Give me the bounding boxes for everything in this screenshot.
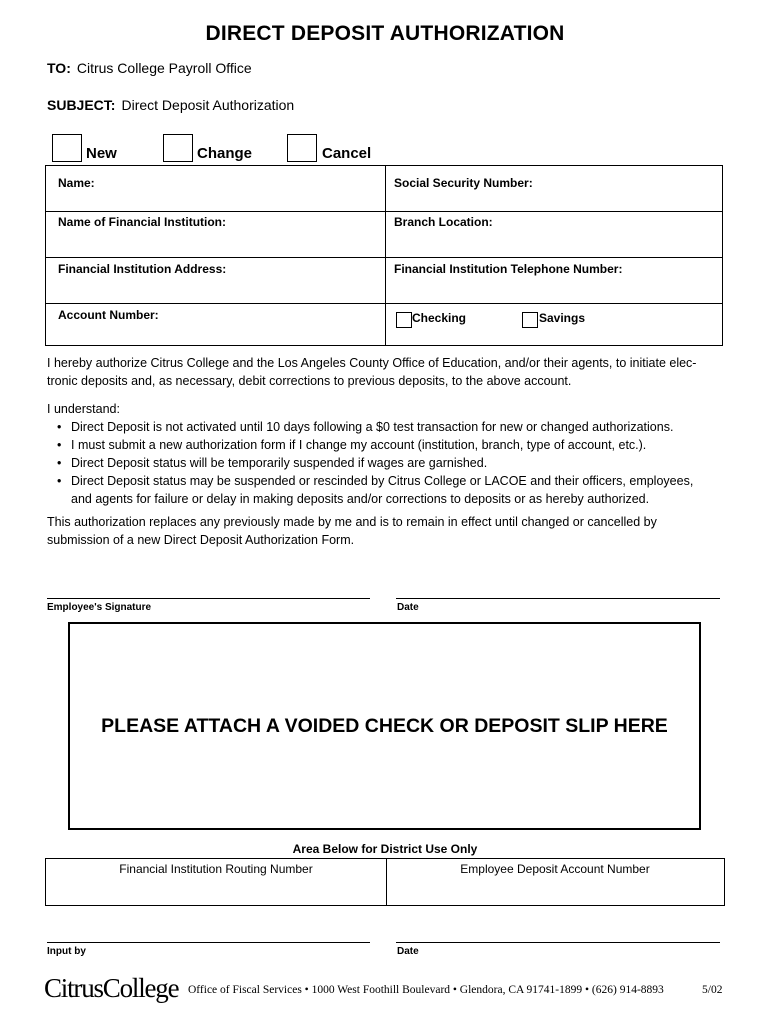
- branch-field-label: Branch Location:: [394, 215, 493, 229]
- understand-item: • I must submit a new authorization form if I change my account (institution, branch, type of account, etc.).: [57, 436, 737, 454]
- institution-phone-field-label: Financial Institution Telephone Number:: [394, 262, 623, 276]
- district-use-title: Area Below for District Use Only: [292, 842, 478, 856]
- understand-list: [47, 418, 737, 490]
- employee-signature-line[interactable]: [47, 598, 370, 599]
- understand-item: • Direct Deposit status may be suspended or rescinded by Citrus College or LACOE and their officers, employees,: [57, 472, 737, 490]
- understand-item: • Direct Deposit is not activated until 10 days following a $0 test transaction for new or changed authorizations.: [57, 418, 737, 436]
- input-date-line[interactable]: [396, 942, 720, 943]
- footer-address: Office of Fiscal Services • 1000 West Foothill Boulevard • Glendora, CA 91741-1899 • (626) 914-8893: [188, 984, 664, 996]
- replaces-line: This authorization replaces any previously made by me and is to remain in effect until changed or cancelled by: [47, 515, 657, 529]
- input-by-label: Input by: [47, 946, 86, 957]
- change-label: Change: [197, 145, 253, 162]
- grid-divider: [46, 211, 722, 212]
- to-value: Citrus College Payroll Office: [76, 60, 252, 76]
- understand-heading: I understand:: [47, 402, 120, 416]
- understand-item: • Direct Deposit status will be temporarily suspended if wages are garnished.: [57, 454, 737, 472]
- signature-date-label: Date: [397, 602, 419, 613]
- deposit-account-label: Employee Deposit Account Number: [460, 862, 650, 876]
- replaces-paragraph: [47, 513, 737, 549]
- account-number-field-label: Account Number:: [58, 308, 159, 322]
- new-checkbox[interactable]: [52, 134, 82, 162]
- employee-signature-label: Employee's Signature: [47, 602, 152, 613]
- checking-label: Checking: [412, 311, 467, 325]
- district-use-table: [45, 858, 725, 906]
- grid-divider: [46, 257, 722, 258]
- name-field-label: Name:: [58, 176, 95, 190]
- to-line: [47, 60, 252, 76]
- to-label: TO:: [47, 60, 71, 76]
- savings-label: Savings: [539, 311, 586, 325]
- subject-label: SUBJECT:: [47, 97, 116, 113]
- understand-item-continuation: and agents for failure or delay in making deposits and/or corrections to deposits or as hereby authorized.: [71, 492, 650, 506]
- signature-date-line[interactable]: [396, 598, 720, 599]
- input-by-line[interactable]: [47, 942, 370, 943]
- cancel-checkbox[interactable]: [287, 134, 317, 162]
- voided-check-attach-area: [68, 622, 701, 830]
- ssn-field-label: Social Security Number:: [394, 176, 533, 190]
- savings-checkbox[interactable]: [522, 312, 538, 328]
- subject-line: [47, 97, 294, 113]
- authorization-line: tronic deposits and, as necessary, debit corrections to previous deposits, to the above account.: [47, 374, 572, 388]
- page-title: DIRECT DEPOSIT AUTHORIZATION: [205, 22, 565, 45]
- grid-divider: [385, 166, 386, 345]
- form-revision: 5/02: [702, 984, 723, 996]
- new-label: New: [86, 145, 117, 162]
- routing-number-label: Financial Institution Routing Number: [119, 862, 313, 876]
- grid-divider: [46, 303, 722, 304]
- understand-section: [47, 400, 737, 508]
- citrus-college-logo: CitrusCollege: [44, 973, 179, 1003]
- institution-name-field-label: Name of Financial Institution:: [58, 215, 227, 229]
- attach-instruction: PLEASE ATTACH A VOIDED CHECK OR DEPOSIT SLIP HERE: [101, 714, 668, 737]
- institution-address-field-label: Financial Institution Address:: [58, 262, 227, 276]
- change-checkbox[interactable]: [163, 134, 193, 162]
- replaces-line: submission of a new Direct Deposit Authorization Form.: [47, 533, 355, 547]
- cancel-label: Cancel: [322, 145, 372, 162]
- subject-value: Direct Deposit Authorization: [121, 97, 295, 113]
- authorization-line: I hereby authorize Citrus College and the Los Angeles County Office of Education, and/or their agents, to initiate elec-: [47, 356, 697, 370]
- employee-info-grid: [45, 165, 723, 346]
- checking-checkbox[interactable]: [396, 312, 412, 328]
- authorization-paragraph: [47, 354, 737, 390]
- input-date-label: Date: [397, 946, 419, 957]
